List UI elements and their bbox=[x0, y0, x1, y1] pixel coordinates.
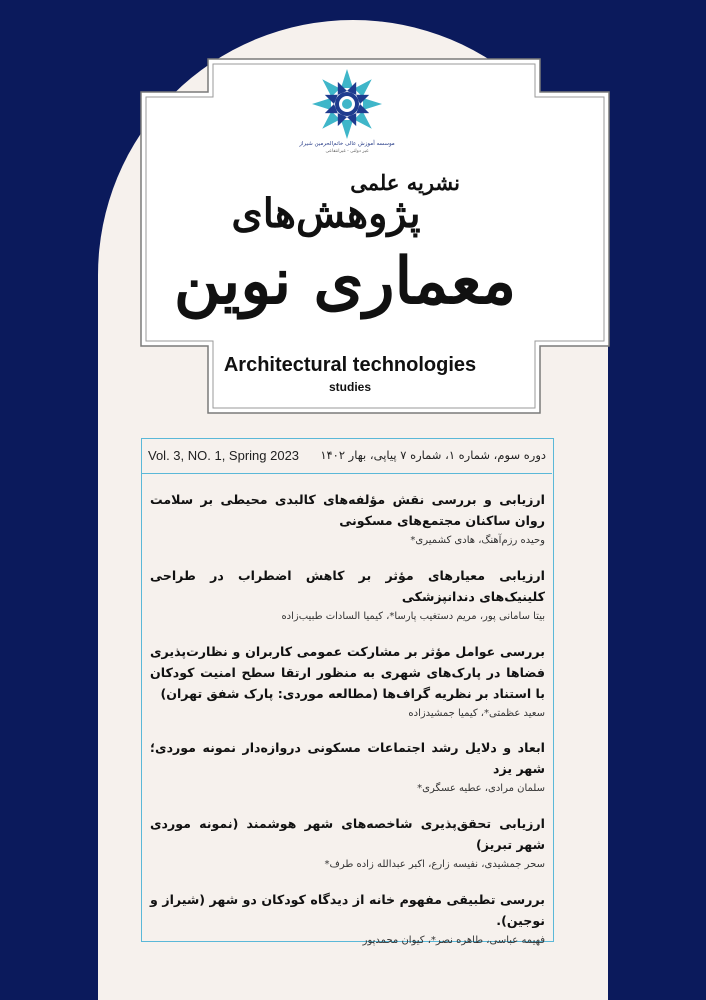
journal-title-line2: معماری نوین bbox=[173, 244, 517, 319]
journal-title-line1: پژوهش‌های bbox=[231, 190, 421, 237]
article-3[interactable] bbox=[150, 641, 545, 722]
article-4[interactable] bbox=[150, 737, 545, 797]
article-title[interactable]: بررسی عوامل مؤثر بر مشارکت عمومی کاربران و نظارت‌پذیری فضاها در پارک‌های شهری به منظور ارتقا سطح امنیت کودکان با استناد بر نظریه گراف‌ها (مطالعه موردی: پارک شفق تهران) bbox=[150, 644, 545, 701]
article-1[interactable] bbox=[150, 489, 545, 549]
article-6[interactable] bbox=[150, 889, 545, 949]
article-authors: سعید عظمتی*، کیمیا جمشیدزاده bbox=[408, 708, 545, 719]
logo-caption bbox=[296, 141, 398, 155]
article-title[interactable]: بررسی تطبیقی مفهوم خانه از دیدگاه کودکان دو شهر (شیراز و نوجین). bbox=[150, 892, 545, 928]
logo-caption-sub: غیر دولتی - غیرانتفاعی bbox=[325, 148, 369, 154]
english-subtitle: studies bbox=[328, 380, 371, 394]
issue-bar bbox=[142, 439, 552, 474]
article-authors: سلمان مرادی، عطیه عسگری* bbox=[417, 783, 545, 794]
article-authors: سحر جمشیدی، نفیسه زارع، اکبر عبدالله زاده طرف* bbox=[324, 859, 545, 870]
article-2[interactable] bbox=[150, 565, 545, 625]
issue-english: Vol. 3, NO. 1, Spring 2023 bbox=[148, 448, 300, 463]
table-of-contents bbox=[141, 438, 554, 946]
logo-caption-line: موسسه آموزش عالی خاتم‌الحرمین شیراز bbox=[299, 141, 395, 147]
article-authors: وحیده رزم‌آهنگ، هادی کشمیری* bbox=[410, 535, 545, 546]
article-5[interactable] bbox=[150, 813, 545, 873]
journal-label: نشریه علمی bbox=[350, 170, 460, 195]
article-authors: بیتا سامانی پور، مریم دستغیب پارسا*، کیمیا السادات طبیب‌زاده bbox=[281, 611, 545, 622]
article-title[interactable]: ابعاد و دلایل رشد اجتماعات مسکونی دروازه‌دار نمونه موردی؛ شهر یزد bbox=[150, 740, 545, 776]
star-emblem-icon bbox=[311, 68, 383, 140]
article-title[interactable]: ارزیابی تحقق‌پذیری شاخصه‌های شهر هوشمند (نمونه موردی شهر تبریز) bbox=[150, 816, 545, 852]
article-title[interactable]: ارزیابی و بررسی نقش مؤلفه‌های کالبدی محیطی بر سلامت روان ساکنان مجتمع‌های مسکونی bbox=[150, 492, 545, 528]
issue-persian: دوره سوم، شماره ۱، شماره ۷ پیاپی، بهار ۱۴۰۲ bbox=[320, 448, 546, 462]
article-authors: فهیمه عباسی، طاهره نصر*، کیوان محمدپور bbox=[362, 935, 545, 946]
english-title: Architectural technologies bbox=[223, 354, 477, 376]
article-title[interactable]: ارزیابی معیارهای مؤثر بر کاهش اضطراب در طراحی کلینیک‌های دندانپزشکی bbox=[150, 568, 545, 604]
